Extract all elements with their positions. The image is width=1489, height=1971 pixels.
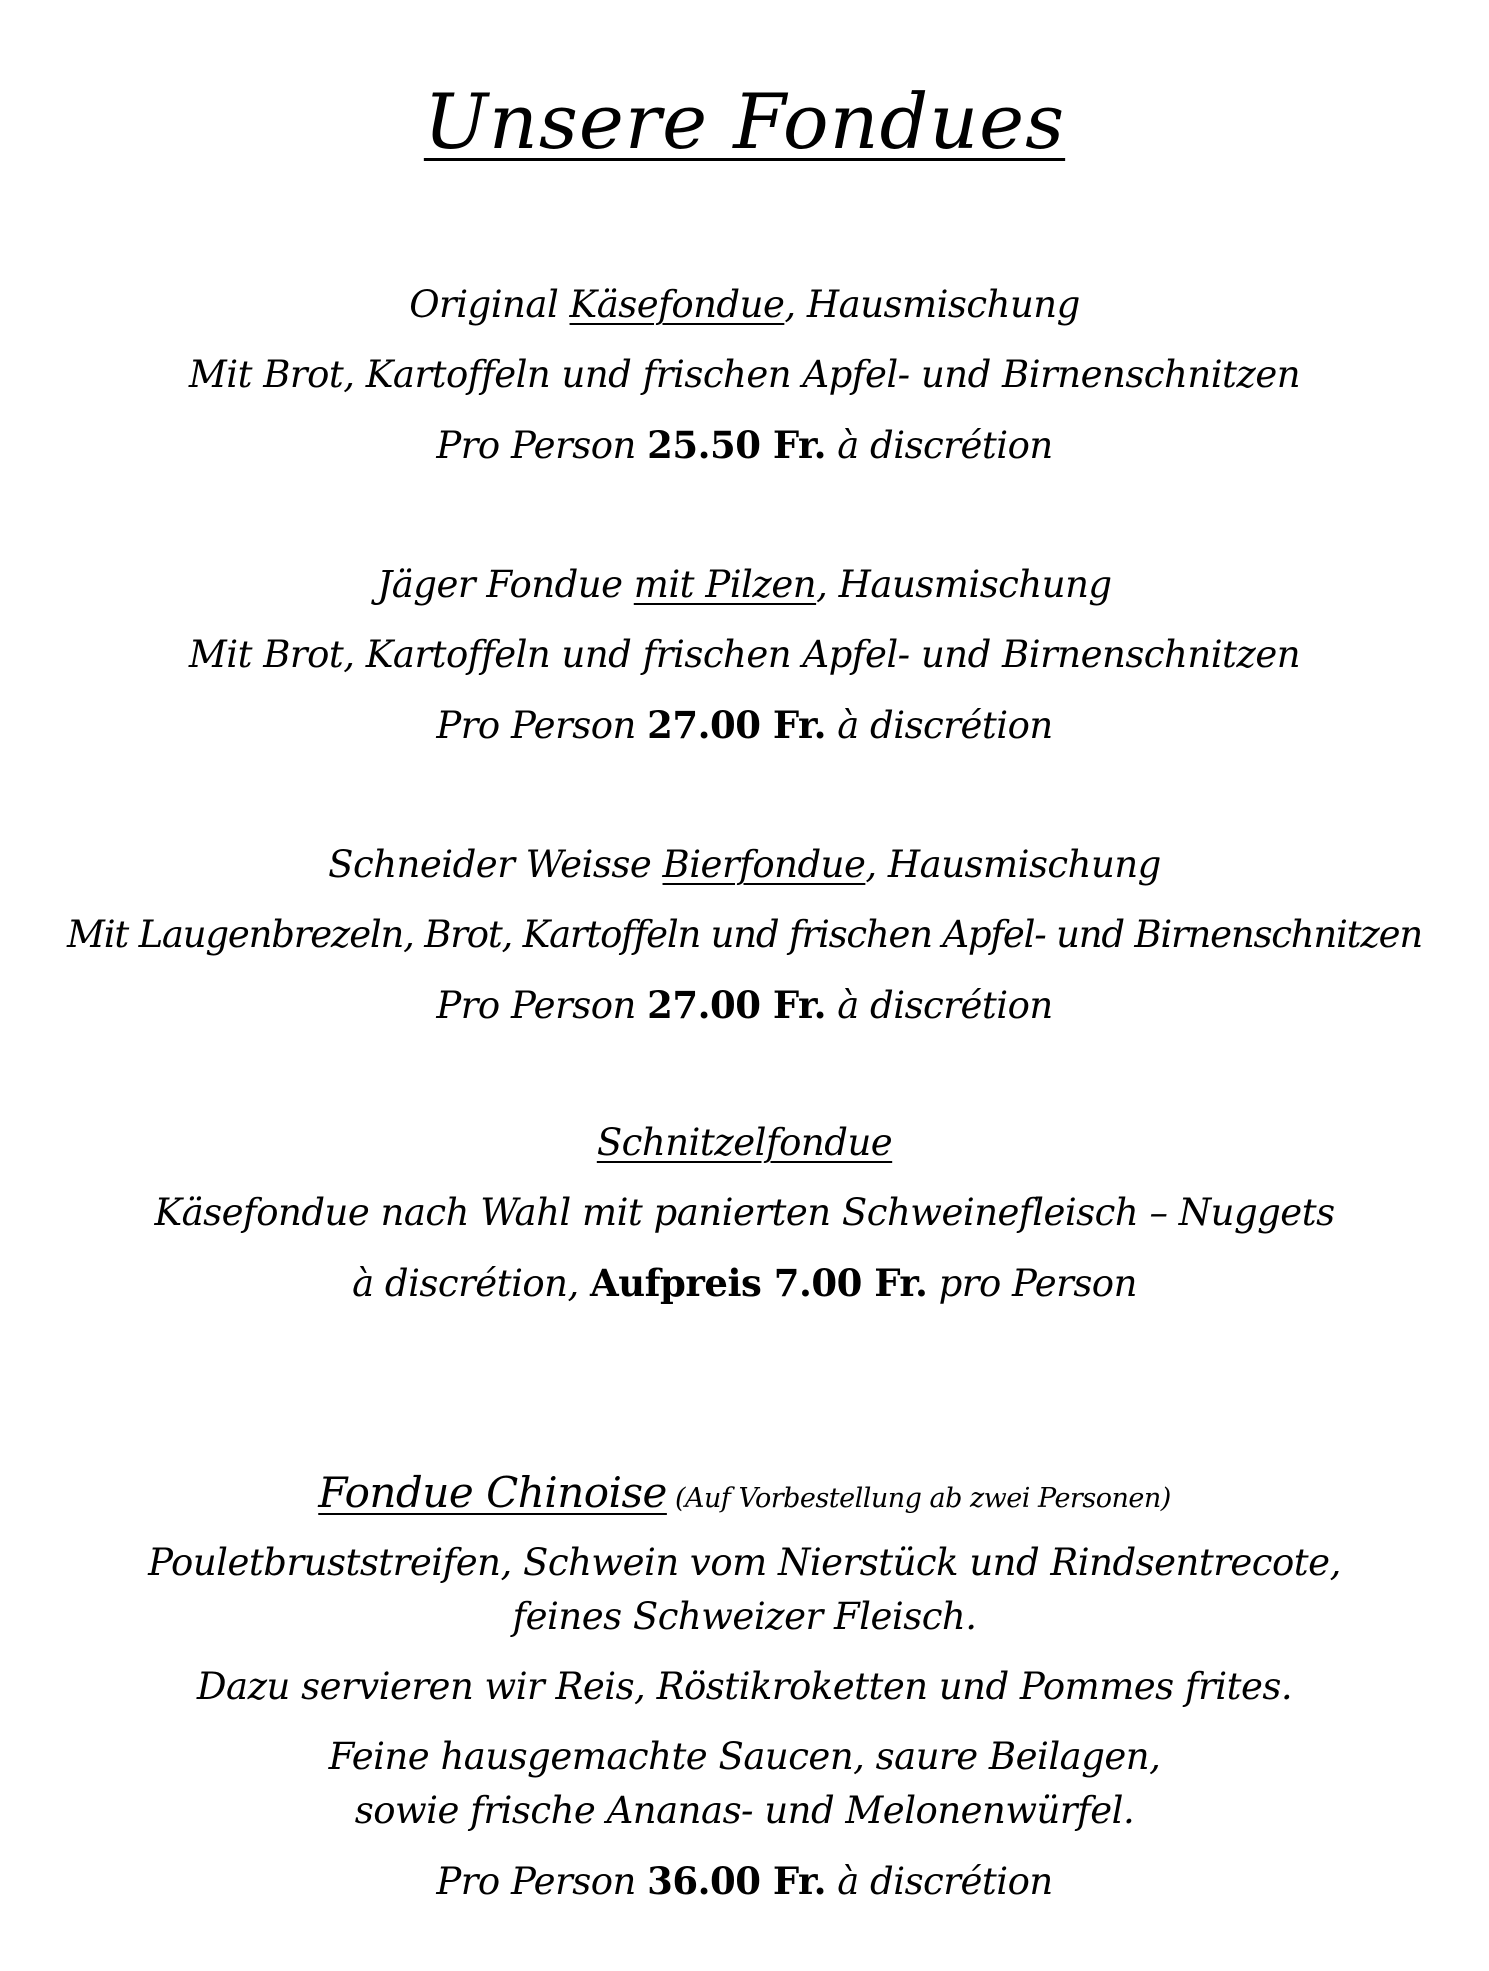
- item-3-price-post: à discrétion: [825, 984, 1053, 1027]
- chinoise-name: Fondue Chinoise: [318, 1468, 667, 1517]
- chinoise-price: 36.00 Fr.: [647, 1859, 826, 1903]
- item-1-name: [0, 280, 1489, 330]
- schnitzel-description: Käsefondue nach Wahl mit panierten Schweinefleisch – Nuggets: [154, 1191, 1335, 1234]
- chinoise-price-post: à discrétion: [825, 1860, 1053, 1903]
- chinoise-price-line: [0, 1856, 1489, 1907]
- item-1-price-line: [0, 420, 1489, 471]
- schnitzel-name-line: [0, 1118, 1489, 1168]
- chinoise-note: (Auf Vorbestellung ab zwei Personen): [666, 1483, 1171, 1514]
- item-3-price-line: [0, 980, 1489, 1031]
- item-2-name-post: , Hausmischung: [816, 563, 1112, 606]
- schnitzel-price-pre: à discrétion,: [352, 1262, 591, 1305]
- item-1-price: 25.50 Fr.: [647, 423, 826, 467]
- item-2-price-line: [0, 700, 1489, 751]
- item-2-name-pre: Jäger Fondue: [377, 563, 634, 606]
- item-2-price: 27.00 Fr.: [647, 703, 826, 747]
- item-2-name-underlined: mit Pilzen: [633, 563, 817, 606]
- item-1-name-post: , Hausmischung: [784, 283, 1080, 326]
- item-2-description: Mit Brot, Kartoffeln und frischen Apfel- und Birnenschnitzen: [188, 633, 1301, 676]
- page-title: Unsere Fondues: [423, 77, 1066, 166]
- item-3-description: Mit Laugenbrezeln, Brot, Kartoffeln und frischen Apfel- und Birnenschnitzen: [67, 913, 1422, 956]
- item-2-price-post: à discrétion: [825, 704, 1053, 747]
- item-3-price: 27.00 Fr.: [647, 983, 826, 1027]
- item-3-name-underlined: Bierfondue: [662, 843, 866, 886]
- item-3-price-pre: Pro Person: [436, 984, 648, 1027]
- item-2-name: [0, 560, 1489, 610]
- schnitzel-price-line: [0, 1258, 1489, 1309]
- chinoise-desc-line-1: Pouletbruststreifen, Schwein vom Nierstück und Rindsentrecote,: [148, 1541, 1341, 1584]
- item-3-name: [0, 840, 1489, 890]
- item-1-name-pre: Original: [409, 283, 570, 326]
- item-2-price-pre: Pro Person: [436, 704, 648, 747]
- chinoise-sauces-line-2: sowie frische Ananas- und Melonenwürfel.: [354, 1789, 1135, 1832]
- item-3-name-post: , Hausmischung: [865, 843, 1161, 886]
- chinoise-desc-line-2: feines Schweizer Fleisch.: [512, 1595, 977, 1638]
- item-1-name-underlined: Käsefondue: [569, 283, 785, 326]
- chinoise-sides: Dazu servieren wir Reis, Röstikroketten und Pommes frites.: [196, 1665, 1293, 1708]
- schnitzel-price: Aufpreis 7.00 Fr.: [590, 1261, 928, 1305]
- chinoise-sauces-line-1: Feine hausgemachte Saucen, saure Beilagen,: [328, 1735, 1161, 1778]
- item-3-name-pre: Schneider Weisse: [328, 843, 663, 886]
- schnitzel-price-post: pro Person: [927, 1262, 1137, 1305]
- chinoise-price-pre: Pro Person: [436, 1860, 648, 1903]
- chinoise-header: [0, 1468, 1489, 1524]
- item-1-price-post: à discrétion: [825, 424, 1053, 467]
- schnitzel-name: Schnitzelfondue: [596, 1121, 893, 1164]
- item-1-description: Mit Brot, Kartoffeln und frischen Apfel- und Birnenschnitzen: [188, 353, 1301, 396]
- item-1-price-pre: Pro Person: [436, 424, 648, 467]
